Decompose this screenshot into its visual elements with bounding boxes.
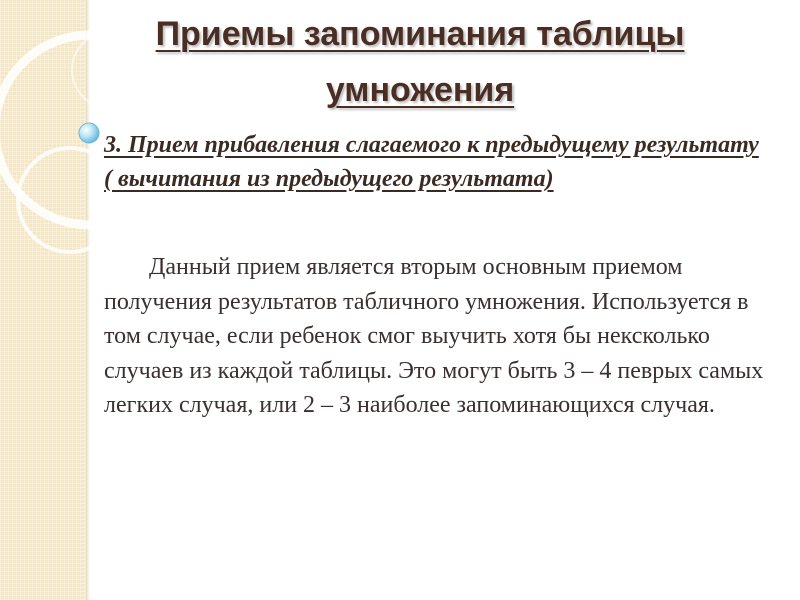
decorative-side-panel bbox=[0, 0, 86, 600]
method-subheading: 3. Прием прибавления слагаемого к предыдущему результату ( вычитания из предыдущего результата) bbox=[104, 132, 759, 192]
slide-title: Приемы запоминания таблицы умножения bbox=[155, 15, 685, 109]
method-description: Данный прием является вторым основным приемом получения результатов табличного умножения. Используется в том случае, если ребенок смог выучить хотя бы нексколько случаев из каждой таблицы. Это могут быть 3 – 4 певрых самых легких случая, или 2 – 3 наиболее запоминающихся случая. bbox=[104, 254, 764, 418]
